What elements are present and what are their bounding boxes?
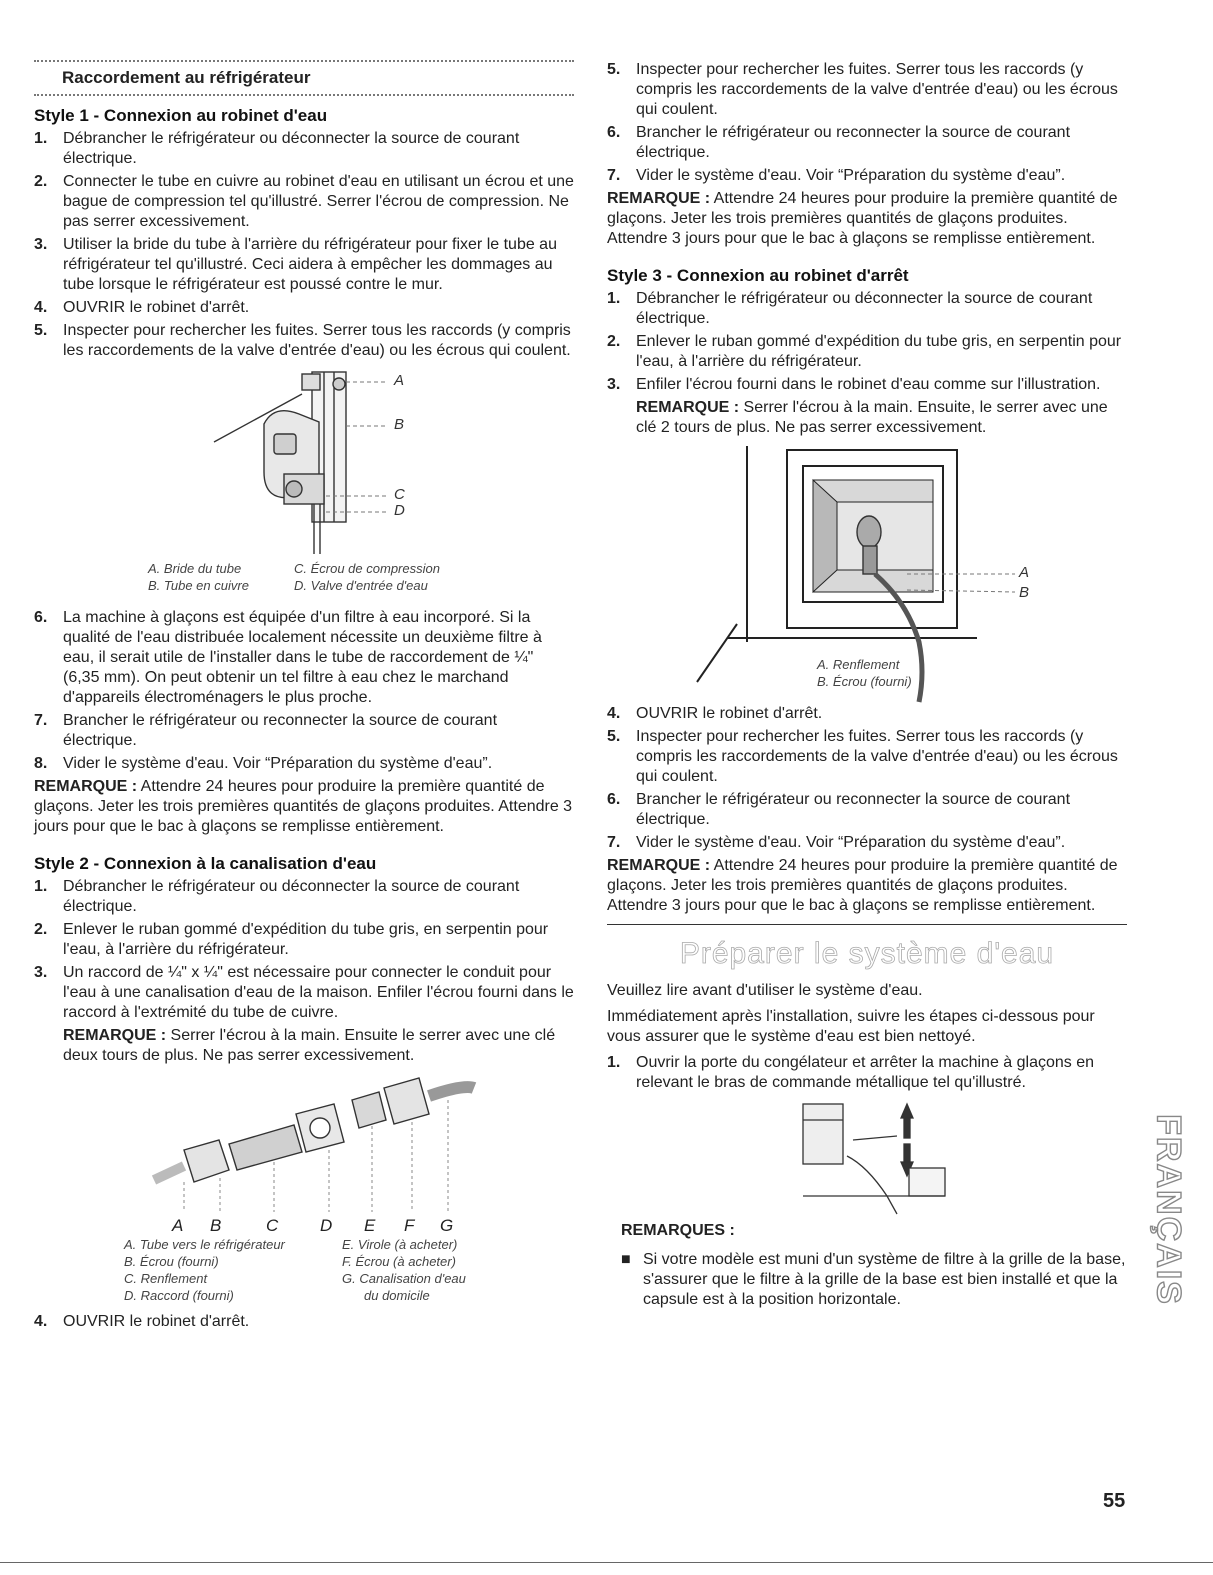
style2-figure <box>34 1070 574 1220</box>
section-title: Raccordement au réfrigérateur <box>62 68 311 87</box>
list-item: 8. Vider le système d'eau. Voir “Préparation du système d'eau”. <box>34 755 493 772</box>
section-rule-top <box>34 60 574 62</box>
list-item: 1. Débrancher le réfrigérateur ou déconnecter la source de courant électrique. <box>34 130 520 167</box>
list-item: 2. Connecter le tube en cuivre au robinet d'eau en utilisant un écrou et une bague de compression tel qu'illustré. Serrer l'écrou de compression. Ne pas serrer excessivement. <box>34 173 574 230</box>
language-tab: FRANÇAIS <box>1149 1114 1188 1306</box>
icemaker-figure <box>607 1096 1127 1216</box>
list-item: 3. Utiliser la bride du tube à l'arrière du réfrigérateur pour fixer le tube au réfrigérateur tel qu'illustré. Ceci aidera à empêcher les dommages au tube lorsque le réfrigérateur est poussé contre le mur. <box>34 236 557 293</box>
style3-final-note: REMARQUE : Attendre 24 heures pour produire la première quantité de glaçons. Jeter les trois premières quantités de glaçons produites. Attendre 3 jours pour que le bac à glaçons se remplisse entièrement. <box>607 857 1118 914</box>
callout-c: C <box>394 486 405 503</box>
icemaker-arm-illustration <box>607 1096 1127 1216</box>
page-number: 55 <box>1103 1490 1126 1512</box>
list-item: 4. OUVRIR le robinet d'arrêt. <box>34 1313 250 1330</box>
right-column <box>607 60 1127 1310</box>
style1-caption: A. Bride du tube B. Tube en cuivre C. Écrou de compression D. Valve d'entrée d'eau <box>148 561 440 593</box>
callout-a: A <box>394 372 405 389</box>
callout-b: B <box>394 416 405 433</box>
remarks-heading: REMARQUES : <box>621 1222 735 1239</box>
style3-steps-continued <box>607 704 1127 853</box>
style1-heading: Style 1 - Connexion au robinet d'eau <box>34 106 328 125</box>
bottom-rule <box>0 1562 1213 1563</box>
list-item: 3. Un raccord de ¼" x ¼" est nécessaire pour connecter le conduit pour l'eau à une canalisation d'eau de la maison. Enfiler l'écrou fourni dans le raccord à l'extrémité du tube de cuivre. <box>34 964 574 1021</box>
list-item: 7. Vider le système d'eau. Voir “Préparation du système d'eau”. <box>607 167 1066 184</box>
prep-intro-1: Veuillez lire avant d'utiliser le système d'eau. <box>607 982 923 999</box>
list-item: 1. Débrancher le réfrigérateur ou déconnecter la source de courant électrique. <box>607 290 1093 327</box>
list-item: 2. Enlever le ruban gommé d'expédition du tube gris, en serpentin pour l'eau, à l'arrière du réfrigérateur. <box>607 333 1122 370</box>
style2-steps-continued <box>607 60 1127 186</box>
list-item: ■ Si votre modèle est muni d'un système de filtre à la grille de la base, s'assurer que le filtre à la grille de la base est bien installé et que la capsule est à la position horizontale. <box>621 1251 1126 1308</box>
water-valve-illustration <box>34 364 574 560</box>
bullet-square-icon: ■ <box>621 1251 631 1268</box>
prep-steps <box>607 1053 1127 1093</box>
style1-note: REMARQUE : Attendre 24 heures pour produire la première quantité de glaçons. Jeter les trois premières quantités de glaçons produites. Attendre 3 jours pour que le bac à glaçons se remplisse entièrement. <box>34 778 573 835</box>
prep-intro-2: Immédiatement après l'installation, suivre les étapes ci-dessous pour vous assurer que le système d'eau est bien nettoyé. <box>607 1008 1095 1045</box>
section-rule-bottom <box>34 94 574 96</box>
left-column <box>34 60 574 1335</box>
style1-figure <box>34 364 574 560</box>
style3-steps <box>607 289 1127 395</box>
pipe-fitting-illustration <box>34 1070 574 1220</box>
style2-note: REMARQUE : Serrer l'écrou à la main. Ensuite le serrer avec une clé deux tours de plus. Ne pas serrer excessivement. <box>63 1027 556 1064</box>
style3-figure <box>607 442 1127 706</box>
list-item: 4. OUVRIR le robinet d'arrêt. <box>34 299 250 316</box>
callout-a: A <box>1019 564 1030 581</box>
style2-final-note: REMARQUE : Attendre 24 heures pour produire la première quantité de glaçons. Jeter les trois premières quantités de glaçons produites. Attendre 3 jours pour que le bac à glaçons se remplisse entièrement. <box>607 190 1118 247</box>
list-item: 1. Ouvrir la porte du congélateur et arrêter la machine à glaçons en relevant le bras de commande métallique tel qu'illustré. <box>607 1054 1095 1091</box>
style3-note: REMARQUE : Serrer l'écrou à la main. Ensuite, le serrer avec une clé 2 tours de plus. Ne pas serrer excessivement. <box>636 399 1108 436</box>
shutoff-valve-illustration <box>607 442 1127 706</box>
list-item: 6. La machine à glaçons est équipée d'un filtre à eau incorporé. Si la qualité de l'eau distribuée localement nécessite un deuxième filtre à eau, il serait utile de l'installer dans le tube de raccordement de ¼" (6,35 mm). On peut obtenir un tel filtre à eau chez le marchand d'appareils électroménagers le plus proche. <box>34 609 542 706</box>
list-item: 5. Inspecter pour rechercher les fuites. Serrer tous les raccords (y compris les raccordements de la valve d'entrée d'eau) ou les écrous qui coulent. <box>34 322 571 359</box>
list-item: 7. Vider le système d'eau. Voir “Préparation du système d'eau”. <box>607 834 1066 851</box>
list-item: 7. Brancher le réfrigérateur ou reconnecter la source de courant électrique. <box>34 712 498 749</box>
section-divider <box>607 924 1127 925</box>
callout-b: B <box>1019 584 1030 601</box>
style2-step4 <box>34 1312 574 1332</box>
style1-steps <box>34 129 574 361</box>
list-item: 5. Inspecter pour rechercher les fuites. Serrer tous les raccords (y compris les raccordements de la valve d'entrée d'eau) ou les écrous qui coulent. <box>607 728 1118 785</box>
list-item: 4. OUVRIR le robinet d'arrêt. <box>607 705 823 722</box>
style1-steps-continued <box>34 608 574 774</box>
list-item: 5. Inspecter pour rechercher les fuites. Serrer tous les raccords (y compris les raccordements de la valve d'entrée d'eau) ou les écrous qui coulent. <box>607 61 1118 118</box>
style2-caption: A. Tube vers le réfrigérateur B. Écrou (fourni) C. Renflement D. Raccord (fourni) E. Virole (à acheter) F. Écrou (à acheter) G. Canalisation d'eau du domicile <box>124 1237 466 1303</box>
callout-d: D <box>394 502 405 519</box>
style2-heading: Style 2 - Connexion à la canalisation d'eau <box>34 854 377 873</box>
style2-steps <box>34 877 574 1023</box>
list-item: 2. Enlever le ruban gommé d'expédition du tube gris, en serpentin pour l'eau, à l'arrière du réfrigérateur. <box>34 921 549 958</box>
style2-figure-letters: A B C D E F G <box>172 1216 454 1235</box>
list-item: 6. Brancher le réfrigérateur ou reconnecter la source de courant électrique. <box>607 791 1071 828</box>
prep-banner: Préparer le système d'eau <box>679 937 1055 970</box>
list-item: 1. Débrancher le réfrigérateur ou déconnecter la source de courant électrique. <box>34 878 520 915</box>
list-item: 3. Enfiler l'écrou fourni dans le robinet d'eau comme sur l'illustration. <box>607 376 1101 393</box>
style3-caption: A. Renflement B. Écrou (fourni) <box>817 657 912 689</box>
style3-heading: Style 3 - Connexion au robinet d'arrêt <box>607 266 909 285</box>
list-item: 6. Brancher le réfrigérateur ou reconnecter la source de courant électrique. <box>607 124 1071 161</box>
